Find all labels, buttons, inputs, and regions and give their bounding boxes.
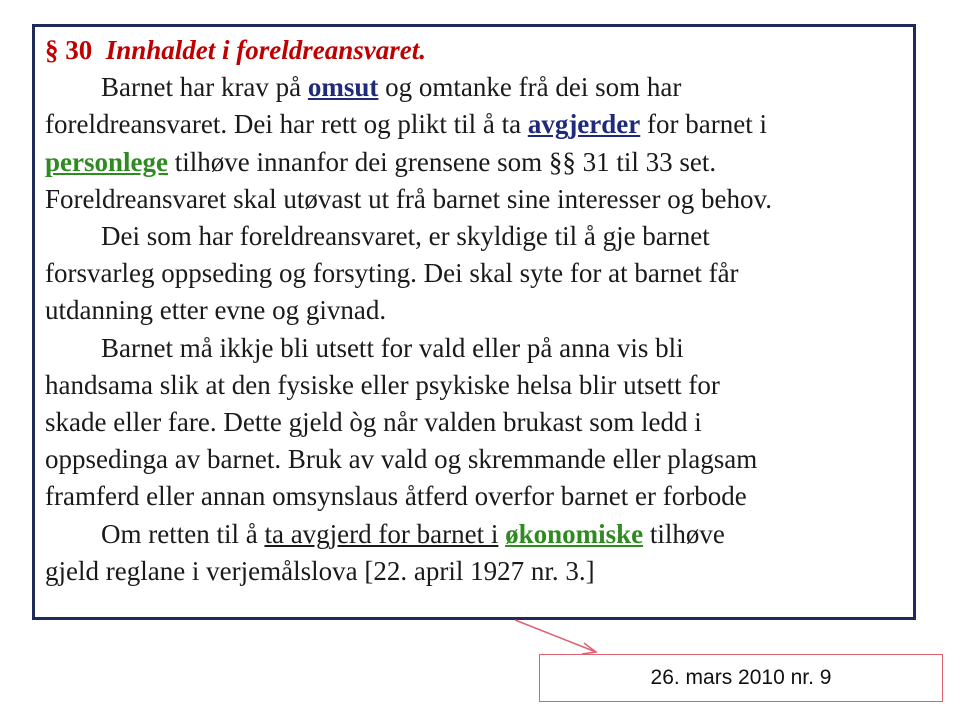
paragraph-2-line-3: utdanning etter evne og givnad.	[45, 295, 387, 326]
text-run: tilhøve	[649, 518, 725, 549]
section-title	[45, 32, 910, 69]
arrow-line	[515, 620, 596, 652]
section-heading: Innhaldet i foreldreansvaret.	[105, 35, 427, 65]
text-run: og omtanke frå dei som har	[385, 72, 682, 103]
arrow-head	[582, 643, 596, 654]
highlight-omsut: omsut	[307, 72, 379, 103]
paragraph-2-line-1: Dei som har foreldreansvaret, er skyldige til å gje barnet	[101, 221, 710, 252]
highlight-avgjerder: avgjerder	[527, 109, 641, 140]
paragraph-3-line-3: skade eller fare. Dette gjeld òg når valden brukast som ledd i	[45, 407, 702, 438]
paragraph-3-line-1: Barnet må ikkje bli utsett for vald eller på anna vis bli	[101, 332, 684, 363]
paragraph-3-line-5: framferd eller annan omsynslaus åtferd overfor barnet er forbode	[45, 481, 747, 512]
text-run: Barnet har krav på	[101, 72, 302, 103]
reference-label: 26. mars 2010 nr. 9	[650, 666, 832, 689]
paragraph-2-line-2: forsvarleg oppseding og forsyting. Dei skal syte for at barnet får	[45, 258, 739, 289]
text-run: foreldreansvaret. Dei har rett og plikt til å ta	[45, 109, 522, 140]
text-run: for barnet i	[647, 109, 767, 140]
paragraph-3-line-2: handsama slik at den fysiske eller psykiske helsa blir utsett for	[45, 369, 720, 400]
paragraph-4-line-2: gjeld reglane i verjemålslova [22. april 1927 nr. 3.]	[45, 555, 595, 586]
highlight-personlege: personlege	[45, 146, 168, 177]
paragraph-1-line-3	[45, 144, 910, 181]
paragraph-4-line-1	[45, 516, 910, 553]
paragraph-3-line-4: oppsedinga av barnet. Bruk av vald og skremmande eller plagsam	[45, 444, 758, 475]
highlight-okonomiske: økonomiske	[505, 518, 644, 549]
paragraph-1-line-4: Foreldreansvaret skal utøvast ut frå barnet sine interesser og behov.	[45, 183, 773, 214]
paragraph-1-line-2	[45, 106, 910, 143]
underlined-phrase: ta avgjerd for barnet i	[264, 518, 499, 549]
text-run: Om retten til å	[101, 518, 258, 549]
reference-box	[539, 654, 943, 702]
paragraph-1-line-1	[45, 69, 910, 106]
section-text	[45, 32, 910, 590]
text-run: tilhøve innanfor dei grensene som §§ 31 til 33 set.	[174, 146, 717, 177]
section-number: § 30	[45, 35, 93, 65]
